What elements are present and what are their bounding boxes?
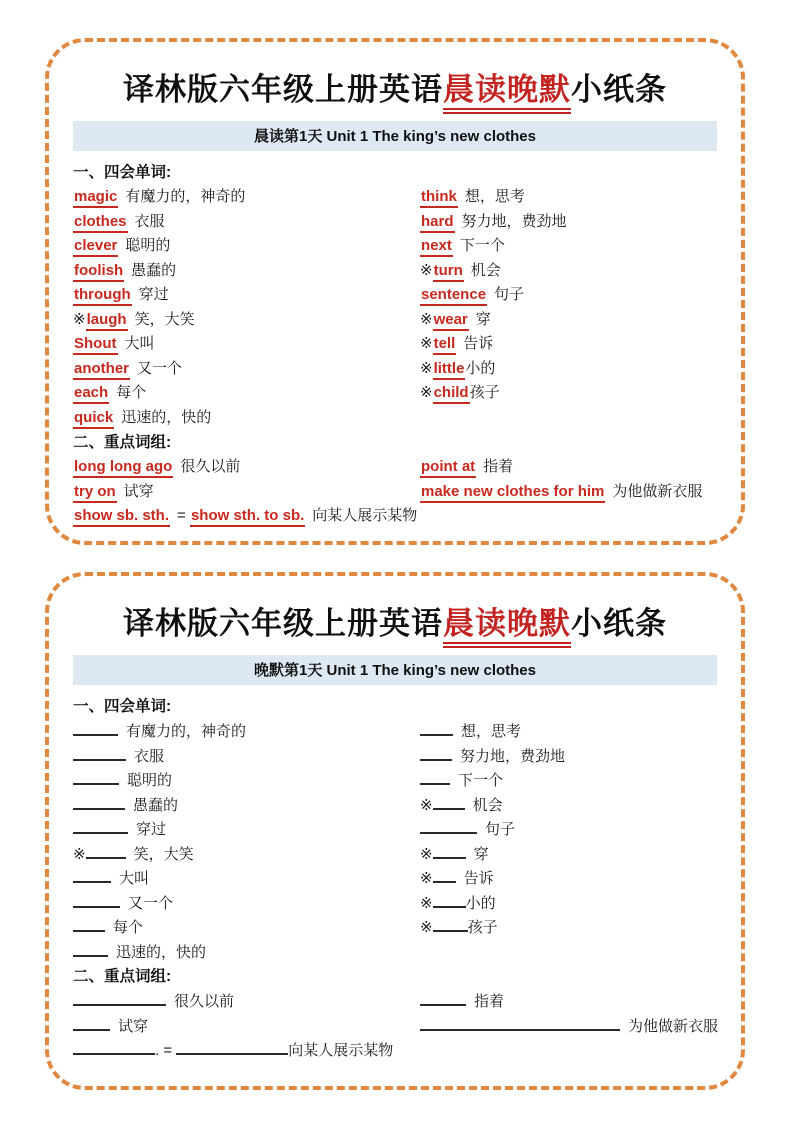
chinese-meaning: 指着 (474, 993, 505, 1010)
answer-blank (420, 768, 450, 785)
english-term: clothes (73, 213, 128, 233)
answer-blank (433, 842, 466, 859)
vocab-row (420, 842, 717, 867)
title-part1: 译林版六年级上册英语 (123, 72, 443, 107)
chinese-meaning: 努力地，费劲地 (460, 747, 566, 765)
vocab-row (420, 891, 717, 916)
answer-blank (420, 719, 453, 736)
chinese-meaning: 告诉 (463, 870, 494, 887)
section-heading-phrases: 二、重点词组: (73, 968, 172, 985)
word-list-right (420, 719, 717, 940)
section-heading-phrases: 二、重点词组: (73, 434, 172, 451)
vocab-row (73, 406, 420, 431)
vocab-row (73, 744, 420, 769)
star-mark: ※ (73, 845, 86, 863)
chinese-meaning: 告诉 (463, 335, 494, 352)
vocab-row (420, 283, 717, 308)
phrase-list-right (420, 455, 717, 504)
section-heading-words: 一、四会单词: (73, 698, 172, 715)
chinese-meaning: 下一个 (459, 237, 505, 254)
star-mark: ※ (420, 261, 433, 279)
star-mark: ※ (420, 384, 433, 401)
english-term: clever (73, 237, 118, 257)
vocab-row (73, 1014, 420, 1039)
chinese-meaning: 机会 (470, 261, 501, 279)
chinese-meaning: 有魔力的，神奇的 (125, 188, 246, 205)
chinese-meaning: 试穿 (118, 1017, 149, 1035)
word-columns (73, 719, 717, 964)
vocab-row (73, 891, 420, 916)
chinese-meaning: 又一个 (137, 359, 183, 377)
vocab-row (420, 455, 717, 480)
english-term: long long ago (73, 458, 173, 478)
chinese-meaning: 试穿 (123, 482, 154, 500)
english-term: make new clothes for him (420, 483, 605, 503)
chinese-meaning: 小的 (465, 894, 496, 912)
chinese-meaning: 聪明的 (125, 237, 171, 254)
chinese-meaning: 衣服 (134, 747, 165, 765)
chinese-meaning: 笑，大笑 (133, 845, 194, 863)
chinese-meaning: 句子 (494, 286, 525, 303)
answer-blank (86, 842, 126, 859)
answer-blank (73, 768, 119, 785)
english-term: show sb. sth. (73, 507, 170, 527)
word-list-right (420, 185, 717, 406)
vocab-row (73, 915, 420, 940)
english-term: turn (433, 262, 464, 282)
star-mark: ※ (73, 310, 86, 328)
vocab-row (420, 817, 717, 842)
vocab-row (420, 915, 717, 940)
chinese-meaning: 很久以前 (174, 993, 235, 1010)
answer-blank (420, 989, 466, 1006)
answer-blank (73, 940, 108, 957)
vocab-row (420, 1014, 717, 1039)
answer-blank (73, 989, 166, 1006)
phrase-list-left (73, 989, 420, 1038)
vocab-row (420, 768, 717, 793)
chinese-meaning: 有魔力的，神奇的 (126, 723, 247, 740)
vocab-row (420, 210, 717, 235)
vocab-row (73, 234, 420, 259)
english-term: sentence (420, 286, 487, 306)
answer-blank (433, 866, 456, 883)
vocab-row (420, 719, 717, 744)
vocab-row (420, 308, 717, 333)
vocab-row (73, 817, 420, 842)
chinese-meaning: 指着 (483, 458, 514, 475)
vocab-row (73, 455, 420, 480)
unit-banner: 晚默第1天 Unit 1 The king’s new clothes (73, 655, 717, 685)
title-highlight: 晨读晚默 (443, 72, 571, 114)
chinese-meaning: 迅速的，快的 (121, 408, 212, 426)
chinese-meaning: 孩子 (467, 919, 498, 936)
english-term: try on (73, 483, 117, 503)
chinese-meaning: 穿过 (136, 821, 167, 838)
vocab-row (73, 185, 420, 210)
phrase-columns (73, 989, 717, 1038)
vocab-row (420, 234, 717, 259)
vocab-row (73, 1038, 717, 1063)
unit-banner: 晨读第1天 Unit 1 The king’s new clothes (73, 121, 717, 151)
chinese-meaning: 迅速的，快的 (116, 943, 207, 961)
chinese-meaning: 大叫 (124, 335, 155, 352)
star-mark: ※ (420, 310, 433, 328)
answer-blank (73, 1014, 110, 1031)
vocab-row (73, 989, 420, 1014)
title-highlight: 晨读晚默 (443, 606, 571, 648)
panel-evening-dictation (45, 572, 745, 1090)
answer-blank (433, 793, 465, 810)
chinese-meaning: 下一个 (458, 772, 504, 789)
vocab-row (73, 866, 420, 891)
english-term: through (73, 286, 132, 306)
star-mark: ※ (420, 894, 433, 912)
section-heading-words: 一、四会单词: (73, 164, 172, 181)
chinese-meaning: 每个 (113, 919, 144, 936)
vocab-row (73, 504, 717, 529)
english-term: another (73, 360, 130, 380)
title-part1: 译林版六年级上册英语 (123, 606, 443, 641)
vocab-row (420, 259, 717, 284)
english-term: quick (73, 409, 114, 429)
star-mark: ※ (420, 796, 433, 814)
connector-text: . = (155, 1042, 177, 1059)
vocab-row (420, 357, 717, 382)
english-term: tell (433, 335, 457, 355)
english-term: point at (420, 458, 476, 478)
chinese-meaning: 穿 (475, 310, 491, 328)
vocab-row (73, 308, 420, 333)
answer-blank (73, 719, 118, 736)
phrase-columns (73, 455, 717, 504)
english-term: foolish (73, 262, 124, 282)
vocab-row (73, 357, 420, 382)
chinese-meaning: 愚蠢的 (133, 796, 179, 814)
chinese-meaning: 又一个 (128, 894, 174, 912)
english-term: hard (420, 213, 455, 233)
title-part2: 小纸条 (571, 606, 667, 641)
vocab-row (420, 989, 717, 1014)
answer-blank (433, 891, 466, 908)
chinese-meaning: 聪明的 (127, 772, 173, 789)
chinese-meaning: 机会 (472, 796, 503, 814)
word-list-left (73, 185, 420, 430)
vocab-row (73, 940, 420, 965)
chinese-meaning: 大叫 (119, 870, 150, 887)
answer-blank (73, 744, 126, 761)
vocab-row (73, 259, 420, 284)
chinese-meaning: 想，思考 (464, 188, 525, 205)
vocab-row (420, 744, 717, 769)
chinese-meaning: 向某人展示某物 (288, 1042, 394, 1059)
answer-blank (73, 866, 111, 883)
chinese-meaning: 向某人展示某物 (312, 507, 418, 524)
english-term: little (433, 360, 466, 380)
chinese-meaning: 小的 (465, 359, 496, 377)
english-term: think (420, 188, 458, 208)
english-term: magic (73, 188, 118, 208)
chinese-meaning: 想，思考 (461, 723, 522, 740)
english-term: each (73, 384, 109, 404)
vocab-row (73, 332, 420, 357)
vocab-row (73, 793, 420, 818)
english-term: child (433, 384, 470, 404)
vocab-row (73, 381, 420, 406)
answer-blank (420, 817, 477, 834)
answer-blank (433, 915, 468, 932)
chinese-meaning: 为他做新衣服 (612, 482, 703, 500)
chinese-meaning: 很久以前 (180, 458, 241, 475)
vocab-row (420, 332, 717, 357)
connector-text: = (177, 507, 190, 524)
answer-blank (420, 1014, 620, 1031)
answer-blank (73, 891, 120, 908)
chinese-meaning: 句子 (485, 821, 516, 838)
phrase-list-right (420, 989, 717, 1038)
vocab-row (420, 480, 717, 505)
answer-blank (73, 1038, 155, 1055)
answer-blank (73, 817, 128, 834)
chinese-meaning: 笑，大笑 (134, 310, 195, 328)
chinese-meaning: 穿 (473, 845, 489, 863)
vocab-row (420, 793, 717, 818)
word-columns (73, 185, 717, 430)
answer-blank (420, 744, 452, 761)
vocab-row (73, 480, 420, 505)
answer-blank (73, 915, 105, 932)
vocab-row (420, 381, 717, 406)
chinese-meaning: 衣服 (134, 212, 165, 230)
vocab-row (73, 842, 420, 867)
star-mark: ※ (420, 870, 433, 887)
english-term: next (420, 237, 453, 257)
phrase-list-left (73, 455, 420, 504)
chinese-meaning: 为他做新衣服 (628, 1017, 719, 1035)
title-part2: 小纸条 (571, 72, 667, 107)
vocab-row (73, 283, 420, 308)
vocab-row (73, 719, 420, 744)
english-term: Shout (73, 335, 118, 355)
vocab-row (420, 866, 717, 891)
chinese-meaning: 每个 (116, 384, 147, 401)
star-mark: ※ (420, 359, 433, 377)
phrase-full-row (73, 504, 717, 529)
star-mark: ※ (420, 845, 433, 863)
page-title (73, 598, 717, 643)
chinese-meaning: 愚蠢的 (131, 261, 177, 279)
answer-blank (73, 793, 125, 810)
vocab-row (73, 210, 420, 235)
phrase-full-row (73, 1038, 717, 1063)
vocab-row (420, 185, 717, 210)
chinese-meaning: 孩子 (469, 384, 500, 401)
star-mark: ※ (420, 919, 433, 936)
english-term: show sth. to sb. (190, 507, 305, 527)
word-list-left (73, 719, 420, 964)
chinese-meaning: 穿过 (138, 286, 169, 303)
answer-blank (176, 1038, 288, 1055)
vocab-row (73, 768, 420, 793)
english-term: wear (433, 311, 469, 331)
chinese-meaning: 努力地，费劲地 (461, 212, 567, 230)
star-mark: ※ (420, 335, 433, 352)
panel-morning-reading (45, 38, 745, 545)
page-title (73, 64, 717, 109)
english-term: laugh (86, 311, 128, 331)
